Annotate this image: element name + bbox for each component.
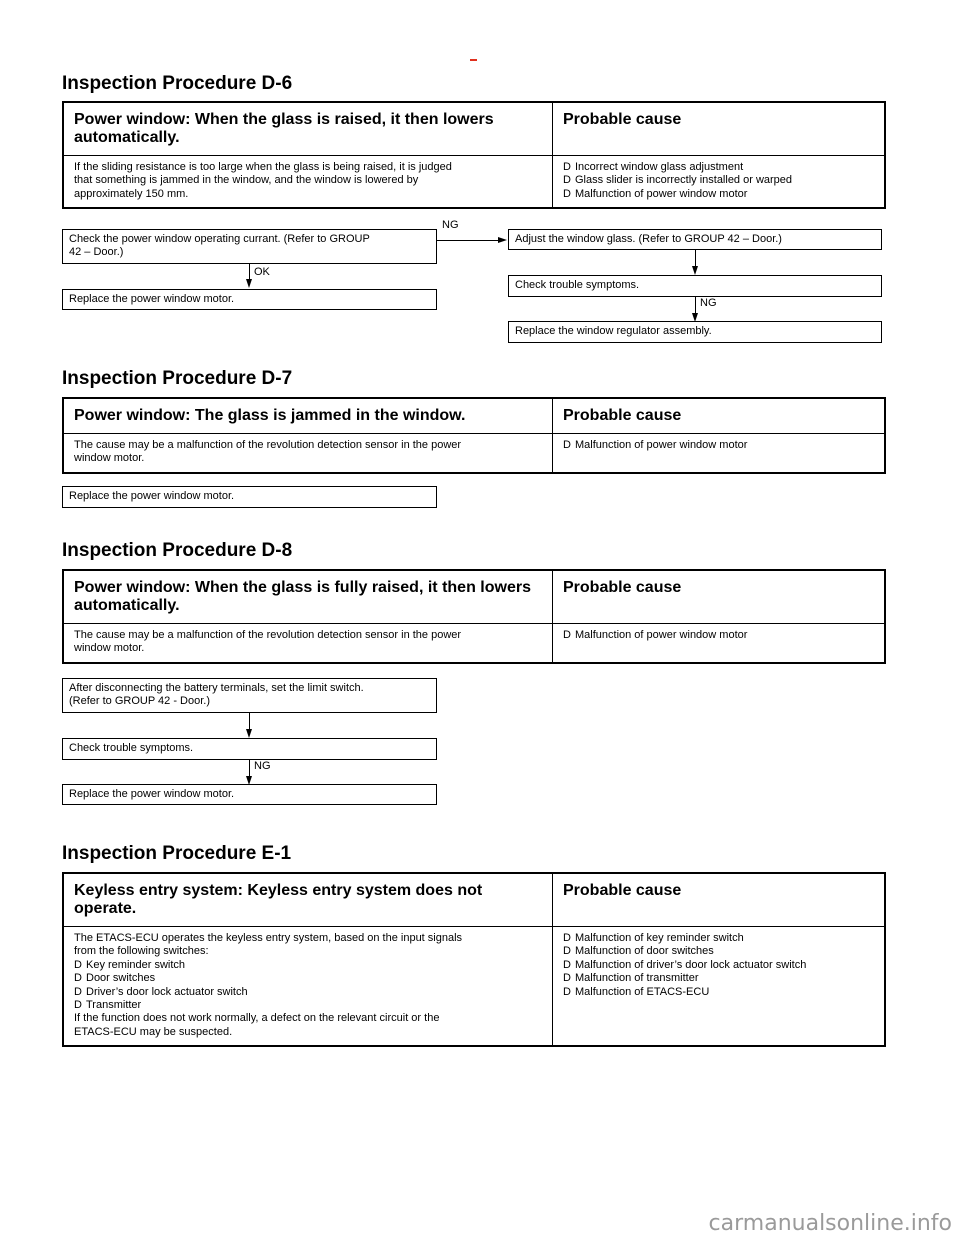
probable-cause-heading: Probable cause [563, 579, 682, 596]
arrow-down-icon [246, 279, 252, 288]
flow-connector [249, 760, 250, 776]
cause-text: Malfunction of driver’s door lock actuator switch [575, 958, 807, 971]
description-line: that something is jammed in the window, and the window is lowered by [74, 174, 419, 187]
bullet-icon: D [563, 932, 571, 944]
cause-text: Malfunction of ETACS-ECU [575, 985, 710, 998]
bullet-icon: D [74, 972, 82, 985]
cause-list [553, 927, 884, 1045]
flow-step-line: After disconnecting the battery terminals, set the limit switch. [69, 682, 364, 694]
cause-text: Malfunction of power window motor [575, 187, 748, 200]
section-title-e1: Inspection Procedure E-1 [62, 843, 292, 864]
bullet-icon: D [74, 985, 82, 998]
cause-item [563, 439, 874, 452]
table-header [64, 874, 884, 927]
description [64, 156, 553, 207]
description [64, 927, 553, 1045]
arrow-right-icon [498, 237, 507, 243]
description-line: The cause may be a malfunction of the revolution detection sensor in the power [74, 629, 462, 641]
cause-list [553, 434, 884, 472]
description-line: If the sliding resistance is too large when the glass is being raised, it is judged [74, 161, 452, 173]
table-body [64, 624, 884, 662]
ng-label: NG [442, 219, 459, 231]
header-mark [470, 59, 477, 61]
bullet-icon: D [563, 985, 571, 998]
ng-label: NG [254, 760, 271, 772]
symptom-heading: Power window: When the glass is raised, it then lowers automatically. [64, 103, 553, 155]
probable-cause-heading: Probable cause [563, 111, 682, 128]
bullet-icon: D [74, 958, 82, 971]
ok-label: OK [254, 266, 270, 278]
description-item [74, 999, 542, 1012]
flow-connector [249, 264, 250, 279]
flow-step-replace-regulator: Replace the window regulator assembly. [508, 321, 882, 343]
flow-step-line: 42 – Door.) [69, 246, 124, 258]
flow-connector [695, 297, 696, 313]
bullet-icon: D [563, 958, 571, 971]
bullet-icon: D [74, 999, 82, 1012]
description-line: The ETACS-ECU operates the keyless entry system, based on the input signals [74, 932, 463, 944]
cause-text: Malfunction of power window motor [575, 439, 748, 451]
description-item-text: Driver’s door lock actuator switch [86, 985, 248, 998]
description-line: window motor. [74, 642, 145, 655]
section-title-d6: Inspection Procedure D-6 [62, 73, 293, 94]
flow-step-line: (Refer to GROUP 42 - Door.) [69, 695, 211, 707]
table-body [64, 927, 884, 1045]
cause-text: Incorrect window glass adjustment [575, 161, 744, 173]
description-item-text: Transmitter [86, 999, 142, 1012]
arrow-down-icon [246, 729, 252, 738]
watermark: carmanualsonline.info [708, 1211, 952, 1236]
arrow-down-icon [692, 266, 698, 275]
flow-step-set-limit-switch [62, 678, 437, 713]
cause-item [563, 188, 874, 201]
bullet-icon: D [563, 945, 571, 958]
table-body [64, 434, 884, 472]
table-body [64, 156, 884, 207]
cause-text: Malfunction of transmitter [575, 972, 699, 985]
flow-step-replace-motor: Replace the power window motor. [62, 289, 437, 310]
bullet-icon: D [563, 187, 571, 200]
description [64, 434, 553, 472]
symptom-heading: Keyless entry system: Keyless entry system does not operate. [64, 874, 553, 926]
flow-step-check-current [62, 229, 437, 264]
probable-cause-heading: Probable cause [563, 882, 682, 899]
description-item [74, 972, 542, 985]
table-d7 [62, 397, 886, 474]
flow-connector [437, 240, 499, 241]
symptom-heading: Power window: The glass is jammed in the window. [64, 399, 553, 433]
cause-text: Malfunction of door switches [575, 945, 714, 958]
section-title-d8: Inspection Procedure D-8 [62, 540, 293, 561]
table-d6 [62, 101, 886, 209]
description-item [74, 959, 542, 972]
bullet-icon: D [563, 174, 571, 187]
cause-item [563, 629, 874, 642]
flow-step-replace-motor: Replace the power window motor. [62, 486, 437, 508]
table-header [64, 571, 884, 624]
cause-item [563, 932, 874, 945]
description-line: The cause may be a malfunction of the revolution detection sensor in the power [74, 439, 462, 451]
flow-step-adjust-glass: Adjust the window glass. (Refer to GROUP 42 – Door.) [508, 229, 882, 250]
cause-text: Glass slider is incorrectly installed or warped [575, 174, 793, 187]
table-d8 [62, 569, 886, 664]
description-line: If the function does not work normally, a defect on the relevant circuit or the [74, 1012, 440, 1025]
description-line: from the following switches: [74, 945, 209, 958]
description-line: window motor. [74, 452, 145, 465]
description [64, 624, 553, 662]
probable-cause-heading: Probable cause [563, 407, 682, 424]
description-line: approximately 150 mm. [74, 187, 189, 200]
cause-list [553, 624, 884, 662]
flow-step-line: Check the power window operating currant. (Refer to GROUP [69, 233, 370, 245]
description-item-text: Key reminder switch [86, 958, 186, 971]
cause-item [563, 161, 874, 174]
bullet-icon: D [563, 439, 571, 451]
cause-item [563, 174, 874, 187]
symptom-heading: Power window: When the glass is fully raised, it then lowers automatically. [64, 571, 553, 623]
table-header [64, 103, 884, 156]
cause-item [563, 945, 874, 958]
description-line: ETACS-ECU may be suspected. [74, 1025, 233, 1038]
cause-text: Malfunction of power window motor [575, 629, 748, 641]
cause-item [563, 986, 874, 999]
flow-step-replace-motor: Replace the power window motor. [62, 784, 437, 805]
flow-step-check-symptoms: Check trouble symptoms. [62, 738, 437, 760]
cause-list [553, 156, 884, 207]
flow-connector [249, 713, 250, 729]
flow-step-check-symptoms: Check trouble symptoms. [508, 275, 882, 297]
bullet-icon: D [563, 161, 571, 173]
table-e1 [62, 872, 886, 1047]
description-item-text: Door switches [86, 972, 156, 985]
cause-item [563, 972, 874, 985]
description-item [74, 986, 542, 999]
ng-label: NG [700, 297, 717, 309]
section-title-d7: Inspection Procedure D-7 [62, 368, 293, 389]
cause-text: Malfunction of key reminder switch [575, 932, 744, 944]
flow-connector [695, 250, 696, 266]
bullet-icon: D [563, 629, 571, 641]
cause-item [563, 959, 874, 972]
table-header [64, 399, 884, 434]
bullet-icon: D [563, 972, 571, 985]
